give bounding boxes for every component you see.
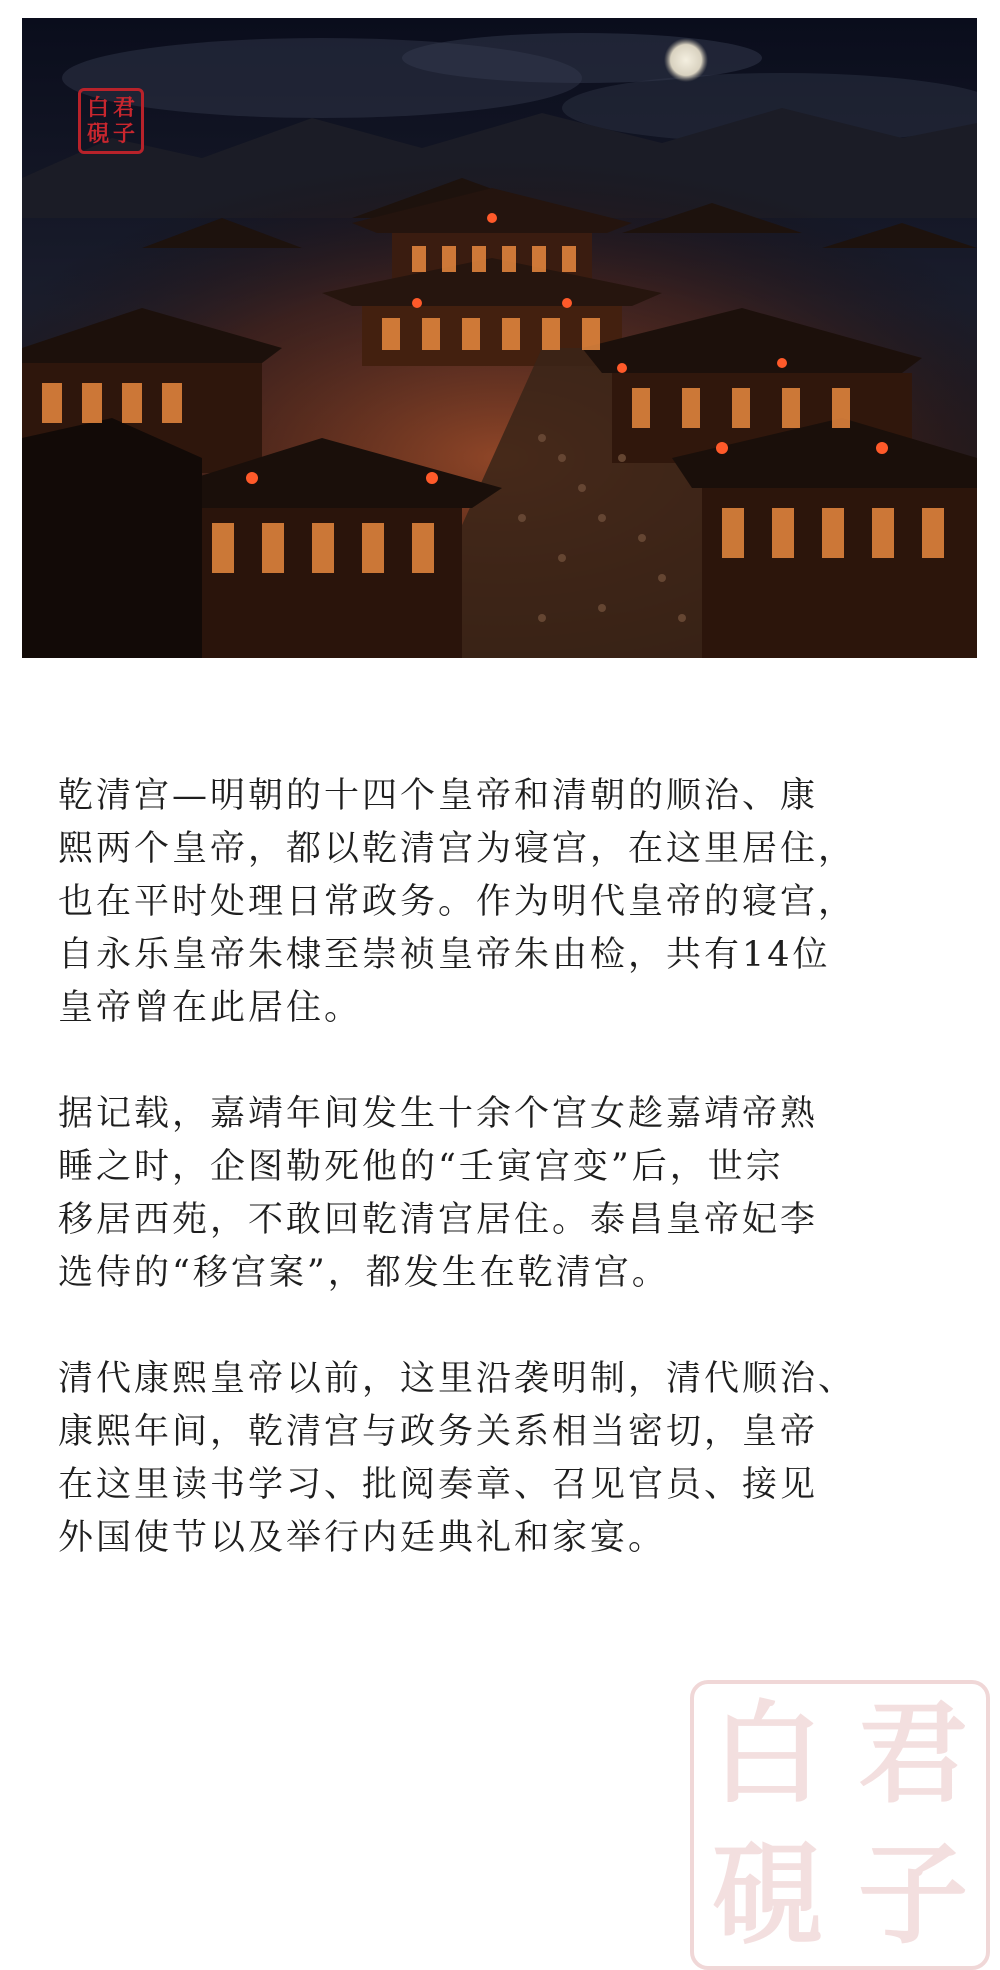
- seal-char: 子: [112, 121, 135, 147]
- moon: [664, 38, 708, 82]
- watermark-seal: [690, 1680, 990, 1970]
- seal-char: 硯: [86, 121, 109, 147]
- night-palace-scene: [22, 18, 977, 658]
- watermark-char: 子: [858, 1830, 968, 1959]
- hero-illustration: [22, 18, 977, 658]
- watermark-char: 硯: [712, 1830, 822, 1959]
- article-body: [58, 770, 963, 1618]
- watermark-char: 白: [712, 1689, 822, 1818]
- seal-char: 白: [86, 95, 109, 121]
- paragraph: 据记载，嘉靖年间发生十余个宫女趁嘉靖帝熟 睡之时，企图勒死他的“壬寅宫变”后，世宗 移居西苑，不敢回乾清宫居住。泰昌皇帝妃李 选侍的“移宫案”，都发生在乾清宫。: [58, 1094, 819, 1293]
- seal-stamp: [78, 88, 144, 154]
- seal-char: 君: [112, 95, 135, 121]
- watermark-char: 君: [858, 1689, 968, 1818]
- paragraph: 清代康熙皇帝以前，这里沿袭明制，清代顺治、 康熙年间，乾清宫与政务关系相当密切，皇帝 在这里读书学习、批阅奏章、召见官员、接见 外国使节以及举行内廷典礼和家宴。: [58, 1359, 857, 1558]
- paragraph: 乾清宫—明朝的十四个皇帝和清朝的顺治、康 熙两个皇帝，都以乾清宫为寝宫，在这里居住， 也在平时处理日常政务。作为明代皇帝的寝宫， 自永乐皇帝朱棣至崇祯皇帝朱由检，共有14位 皇帝曾在此居住。: [58, 776, 857, 1028]
